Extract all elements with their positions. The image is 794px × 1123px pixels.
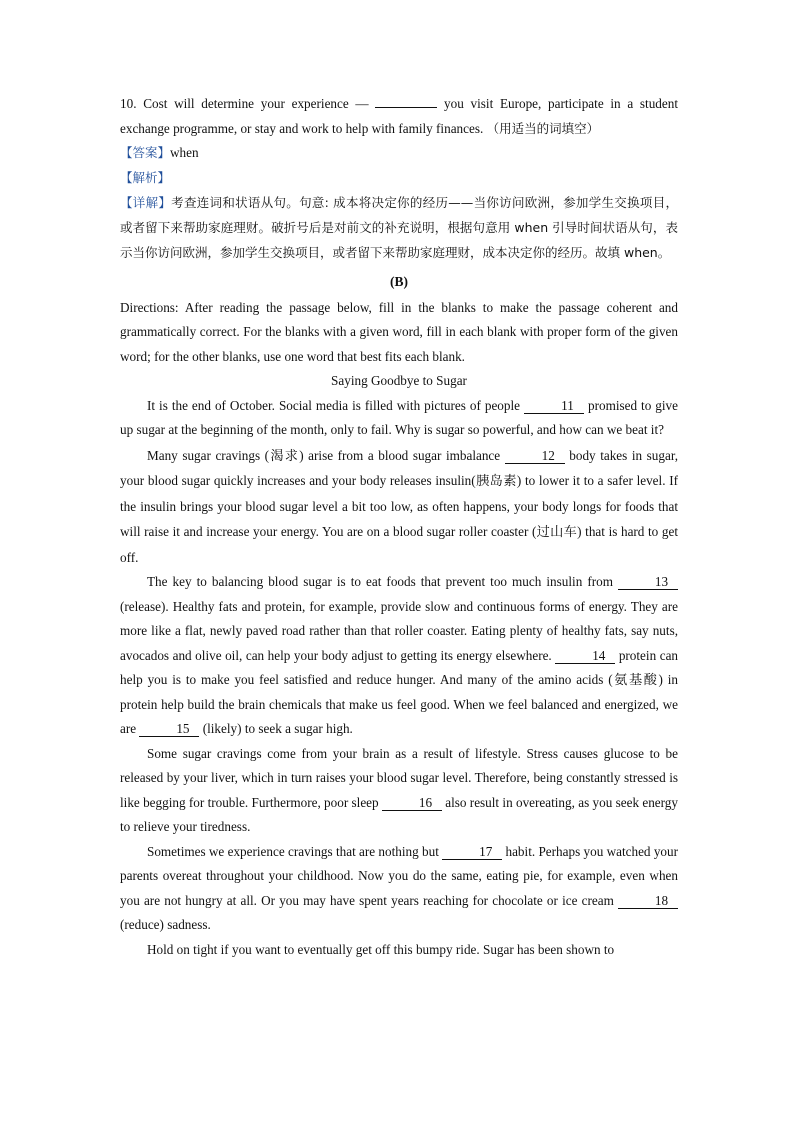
p2-text: Many sugar cravings (渴求) arise from a blood sugar imbalance (147, 447, 505, 463)
q10-hint: （用适当的词填空） (486, 120, 600, 136)
detail-paragraph (120, 190, 678, 265)
p4-text-cont: also result in overeating, as you seek energy to relieve your tiredness. (120, 794, 678, 834)
blank-11[interactable]: 11 (524, 399, 584, 414)
blank-14[interactable]: 14 (555, 649, 615, 664)
question-10 (120, 92, 678, 141)
passage-paragraph-3 (120, 570, 678, 742)
p2-text-cont: body takes in sugar, your blood sugar quickly increases and your body releases insulin(胰岛素) to lower it to a safer level. If the insulin brings your blood sugar level a bit too low, as often happens, your body longs for foods that will raise it and increase your energy. You are on a blood sugar roller coaster (过山车) that is hard to get off. (120, 447, 678, 565)
blank-17[interactable]: 17 (442, 845, 502, 860)
p5-text-b: habit. Perhaps you watched your parents overeat throughout your childhood. Now you do the same, eating pie, for example, even when you are not hungry at all. Or you may have spent years reaching for chocolate or ice cream (120, 843, 678, 908)
p6-text: Hold on tight if you want to eventually get off this bumpy ride. Sugar has been shown to (147, 941, 615, 957)
p3-text: The key to balancing blood sugar is to eat foods that prevent too much insulin from (147, 574, 618, 589)
passage-paragraph-5 (120, 840, 678, 938)
p3-text-d: (likely) to seek a sugar high. (199, 721, 353, 736)
blank-18[interactable]: 18 (618, 894, 678, 909)
q10-blank[interactable] (375, 107, 437, 108)
blank-13[interactable]: 13 (618, 575, 678, 590)
analysis-line (120, 166, 678, 191)
p3-text-b: (release). Healthy fats and protein, for example, provide slow and continuous forms of energy. They are more like a flat, newly paved road rather than that roller coaster. Eating plenty of healthy fats, say nuts, avocados and olive oil, can help your body adjust to getting its energy elsewhere. (120, 598, 678, 663)
p3-text-c: protein can help you is to make you feel satisfied and reduce hunger. And many of the amino acids (氨基酸) in protein help build the brain chemicals that make us feel good. When we feel balanced and energized, we are (120, 647, 679, 736)
detail-text: 考查连词和状语从句。句意: 成本将决定你的经历——当你访问欧洲，参加学生交换项目，或者留下来帮助家庭理财。破折号后是对前文的补充说明，根据句意用 when 引导时间状语从句，表示当你访问欧洲，参加学生交换项目，或者留下来帮助家庭理财，成本决定你的经历。故填 when。 (120, 195, 678, 260)
analysis-label: 【解析】 (120, 169, 171, 185)
passage-paragraph-1 (120, 394, 678, 443)
p4-text: Some sugar cravings come from your brain as a result of lifestyle. Stress causes glucose to be released by your liver, which in turn raises your blood sugar level. Therefore, being constantly stressed is like begging for trouble. Furthermore, poor sleep (120, 745, 678, 810)
p1-text: It is the end of October. Social media is filled with pictures of people (147, 397, 524, 413)
blank-12[interactable]: 12 (505, 449, 565, 464)
p5-text-c: (reduce) sadness. (120, 917, 211, 932)
passage-paragraph-6 (120, 938, 678, 963)
document-page (120, 92, 678, 962)
passage-paragraph-2 (120, 443, 678, 571)
q10-text-cont: you visit Europe, participate in a student exchange programme, or stay and work to help with family finances. (120, 96, 679, 136)
blank-16[interactable]: 16 (382, 796, 442, 811)
section-heading: (B) (390, 274, 408, 289)
detail-label: 【详解】 (120, 195, 172, 210)
answer-value: when (170, 145, 199, 160)
directions: Directions: After reading the passage below, fill in the blanks to make the passage coherent and grammatically correct. For the blanks with a given word, fill in each blank with proper form of the given word; for the other blanks, use one word that best fits each blank. (120, 299, 678, 364)
p5-text: Sometimes we experience cravings that are nothing but (147, 843, 443, 859)
answer-line (120, 141, 678, 166)
blank-15[interactable]: 15 (139, 722, 199, 737)
passage-title: Saying Goodbye to Sugar (331, 373, 467, 388)
p1-text-cont: promised to give up sugar at the beginning of the month, only to fail. Why is sugar so powerful, and how can we beat it? (120, 397, 679, 437)
answer-label: 【答案】 (120, 145, 171, 160)
passage-paragraph-4 (120, 742, 678, 840)
q10-text: 10. Cost will determine your experience — (120, 96, 376, 111)
